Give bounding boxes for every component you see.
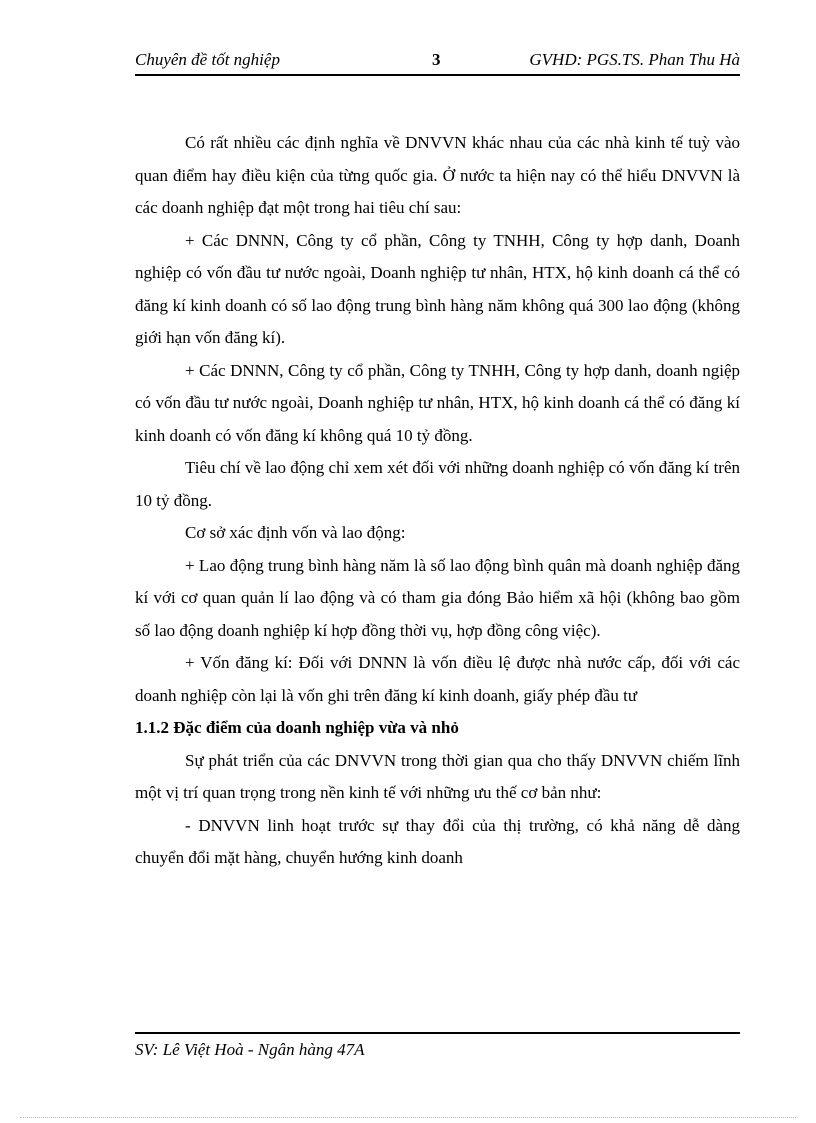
header-supervisor: GVHD: PGS.TS. Phan Thu Hà	[529, 50, 740, 69]
page-footer	[135, 1032, 740, 1060]
section-heading: 1.1.2 Đặc điểm của doanh nghiệp vừa và nhỏ	[135, 718, 459, 737]
header-page-number: 3	[432, 50, 441, 69]
paragraph-criterion-capital: + Các DNNN, Công ty cổ phần, Công ty TNHH, Công ty hợp danh, doanh ngiệp có vốn đầu tư nước ngoài, Doanh nghiệp tư nhân, HTX, hộ kinh doanh cá thể có đăng kí kinh doanh có vốn đăng kí không quá 10 tỷ đồng.	[135, 360, 740, 445]
paragraph-basis-title: Cơ sở xác định vốn và lao động:	[185, 523, 406, 542]
footer-student: SV: Lê Việt Hoà - Ngân hàng 47A	[135, 1040, 365, 1059]
paragraph-basis-labor: + Lao động trung bình hàng năm là số lao động bình quân mà doanh nghiệp đăng kí với cơ quan quản lí lao động và có tham gia đóng Bảo hiểm xã hội (không bao gồm số lao động doanh nghiệp kí hợp đồng thời vụ, hợp đồng công việc).	[135, 555, 740, 640]
page-edge-divider	[20, 1117, 796, 1118]
document-body	[135, 127, 740, 875]
paragraph-characteristics-intro: Sự phát triển của các DNVVN trong thời gian qua cho thấy DNVVN chiếm lĩnh một vị trí quan trọng trong nền kinh tế với những ưu thế cơ bản như:	[135, 750, 740, 802]
header-document-type: Chuyên đề tốt nghiệp	[135, 50, 280, 69]
paragraph-labor-note: Tiêu chí về lao động chỉ xem xét đối với những doanh nghiệp có vốn đăng kí trên 10 tỷ đồng.	[135, 458, 740, 510]
paragraph-basis-capital: + Vốn đăng kí: Đối với DNNN là vốn điều lệ được nhà nước cấp, đối với các doanh nghiệp còn lại là vốn ghi trên đăng kí kinh doanh, giấy phép đầu tư	[135, 653, 740, 705]
paragraph-flexibility: - DNVVN linh hoạt trước sự thay đổi của thị trường, có khả năng dễ dàng chuyển đổi mặt hàng, chuyển hướng kinh doanh	[135, 815, 740, 867]
page-header	[135, 48, 740, 76]
paragraph-definition-intro: Có rất nhiều các định nghĩa về DNVVN khác nhau của các nhà kinh tế tuỳ vào quan điểm hay điều kiện của từng quốc gia. Ở nước ta hiện nay có thể hiểu DNVVN là các doanh nghiệp đạt một trong hai tiêu chí sau:	[135, 133, 740, 217]
paragraph-criterion-labor: + Các DNNN, Công ty cổ phần, Công ty TNHH, Công ty hợp danh, Doanh nghiệp có vốn đầu tư nước ngoài, Doanh nghiệp tư nhân, HTX, hộ kinh doanh cá thể có đăng kí kinh doanh có số lao động trung bình hàng năm không quá 300 lao động (không giới hạn vốn đăng kí).	[135, 230, 740, 347]
